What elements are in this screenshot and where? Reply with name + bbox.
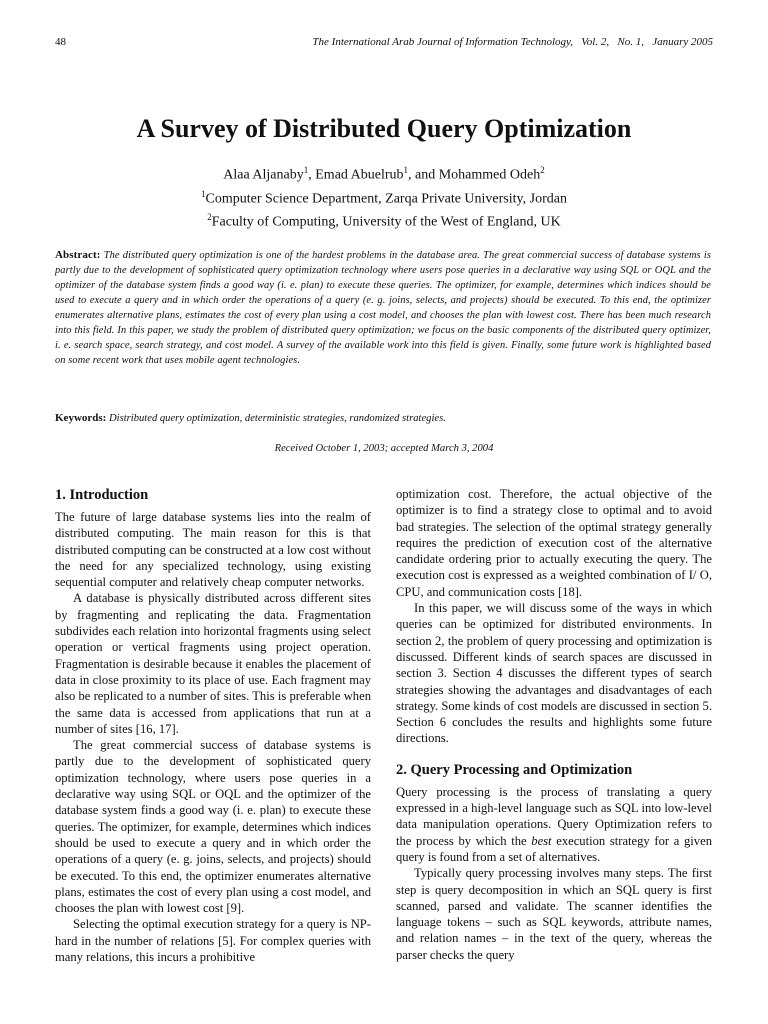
author-name: Alaa Aljanaby — [223, 167, 304, 183]
paragraph: Selecting the optimal execution strategy for a query is NP-hard in the number of relations [5]. For complex queries with many relations, this incurs a prohibitive — [55, 917, 371, 965]
section-heading-query-processing: 2. Query Processing and Optimization — [396, 761, 633, 778]
paper-title: A Survey of Distributed Query Optimization — [136, 114, 632, 143]
page-number: 48 — [55, 36, 66, 48]
journal-citation: The International Arab Journal of Information Technology, Vol. 2, No. 1, January 2005 — [312, 36, 713, 48]
author-name: , and Mohammed Odeh — [408, 167, 541, 183]
author-block — [0, 161, 768, 232]
affiliation-text: Faculty of Computing, University of the West of England, UK — [211, 214, 561, 230]
affiliation-marker: 1 — [201, 188, 206, 199]
keywords — [55, 412, 711, 424]
paragraph: The future of large database systems lies into the realm of distributed computing. The main reason for this is that distributed computing can be constructed at a low cost without the need for any specialized technology, using existing sequential computer and relatively cheap computer networks. — [55, 510, 371, 590]
author-name: , Emad Abuelrub — [308, 167, 404, 183]
affiliation-marker: 1 — [403, 165, 409, 175]
running-header — [55, 36, 713, 50]
abstract — [55, 248, 711, 368]
paragraph: Typically query processing involves many steps. The first step is query decomposition in which an SQL query is first scanned, parsed and validate. The scanner identifies the language tokens – such as SQL keywords, attribute names, and relation names – in the text of the query, whereas the parser checks the query — [396, 866, 712, 962]
paragraph-text: execution strategy for a given query is found from a set of alternatives. — [396, 833, 712, 864]
abstract-label: Abstract: — [55, 249, 101, 261]
affiliation-marker: 1 — [303, 165, 309, 175]
keywords-label: Keywords: — [55, 412, 107, 424]
paragraph: The great commercial success of database systems is partly due to the development of sophisticated query optimization technology, where users pose queries in a declarative way using SQL or OQL and the optimizer of the database system finds a good way (i. e. plan) to execute these queries. The optimizer, for example, determines which indices should be used to execute a query and in which order the operations of a query (e. g. joins, selects, and projects) should be executed. To this end, the optimizer enumerates alternative plans, estimates the cost of every plan using a cost model, and chooses the plan with lowest cost [9]. — [55, 738, 371, 916]
section-spacer — [396, 747, 712, 761]
emphasis-text: best — [531, 833, 552, 848]
keywords-text: Distributed query optimization, deterministic strategies, randomized strategies. — [106, 413, 446, 424]
affiliation-marker: 2 — [207, 212, 212, 223]
received-dates: Received October 1, 2003; accepted March 3, 2004 — [274, 443, 494, 454]
paragraph: In this paper, we will discuss some of the ways in which queries can be optimized for distributed environments. In section 2, the problem of query processing and optimization is discussed. Different kinds of search spaces are discussed in section 3. Section 4 discusses the different types of search strategies showing the advantages and disadvantages of each strategy. Some kinds of cost models are discussed in section 5. Section 6 concludes the results and highlights some future directions. — [396, 601, 712, 746]
affiliation-2 — [0, 208, 768, 232]
left-column — [55, 486, 371, 1016]
affiliation-text: Computer Science Department, Zarqa Private University, Jordan — [205, 191, 567, 207]
affiliation-1 — [0, 185, 768, 209]
right-column — [396, 486, 712, 1016]
section-heading-introduction: 1. Introduction — [55, 487, 149, 503]
paragraph: A database is physically distributed across different sites by fragmenting and replicating the data. Fragmentation subdivides each relation into horizontal fragments using select operation or vertical fragments using project operation. Fragmentation is desirable because it enables the placement of data in close proximity to its place of use. Each fragment may also be replicated to a number of sites. This is preferable when the same data is accessed from applications that run at a number of sites [16, 17]. — [55, 591, 371, 736]
paragraph: optimization cost. Therefore, the actual objective of the optimizer is to find a strategy close to optimal and to avoid bad strategies. The selection of the optimal strategy generally requires the prediction of execution cost of the alternative candidate ordering prior to actually executing the query. The execution cost is expressed as a weighted combination of I/ O, CPU, and communication costs [18]. — [396, 487, 712, 599]
abstract-text: The distributed query optimization is one of the hardest problems in the database area. The great commercial success of database systems is partly due to the development of sophisticated query optimization technology where users pose queries in a declarative way using SQL or OQL and the optimizer of the database system finds a good way (i. e. plan) to execute these queries. The optimizer, for example, determines which indices should be used to execute a query and in which order the operations of a query (e. g. joins, selects, and projects) should be executed. To this end, the optimizer enumerates alternative plans, estimates the cost of every plan using a cost model, and chooses the plan with lowest cost. There has been much research into this field. In this paper, we study the problem of distributed query optimization; we focus on the basic components of the distributed query optimizer, i. e. search space, search strategy, and cost model. A survey of the available work into this field is given. Finally, some future work is highlighted based on some recent work that uses mobile agent technologies. — [55, 250, 711, 366]
paragraph-text: Query processing is the process of translating a query expressed in a high-level language such as SQL into low-level data manipulation operations. Query Optimization refers to the process by which the — [396, 784, 712, 848]
affiliation-marker: 2 — [540, 165, 545, 175]
author-line — [0, 161, 768, 185]
paragraph — [396, 784, 712, 865]
